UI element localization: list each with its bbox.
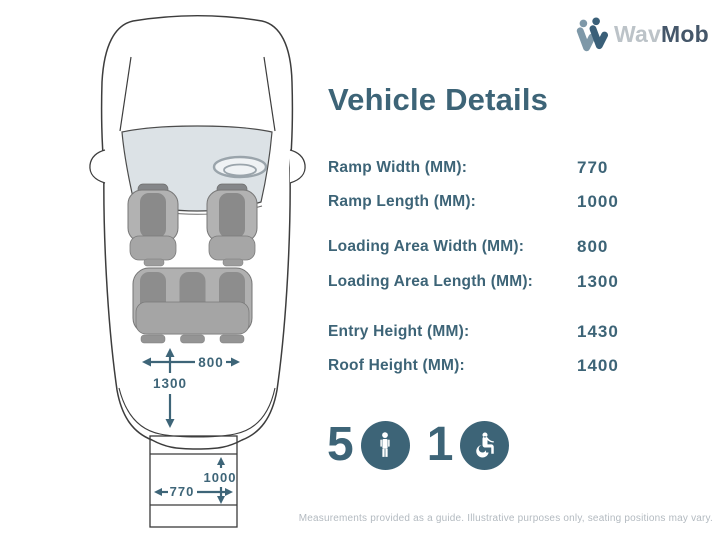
measurement-value: 800 (577, 237, 609, 256)
person-icon (370, 430, 400, 460)
measurement-value: 1300 (577, 272, 619, 291)
measurement-label: Loading Area Width (MM): (328, 238, 525, 255)
seat-count: 5 (327, 418, 354, 471)
loading-length-label: 1300 (152, 376, 188, 391)
loading-width-arrow (142, 358, 240, 367)
wheelchair-icon (470, 430, 500, 460)
measurement-row (328, 270, 630, 294)
measurement-label: Entry Height (MM): (328, 323, 470, 340)
left-mirror (90, 150, 105, 183)
disclaimer-text: Measurements provided as a guide. Illustrative purposes only, seating positions may vary. (298, 513, 713, 524)
measurement-label: Roof Height (MM): (328, 357, 465, 374)
logo-wav: Wav (614, 20, 662, 47)
measurement-row (328, 190, 630, 214)
measurement-value: 770 (577, 158, 609, 177)
car-top-view-diagram (0, 0, 320, 539)
right-mirror (290, 150, 305, 183)
page-title: Vehicle Details (328, 82, 549, 117)
ramp-width-label: 770 (169, 484, 195, 499)
a-pillar-left (120, 57, 131, 131)
logo-mob: Mob (661, 20, 709, 47)
ramp-length-label: 1000 (203, 470, 237, 485)
passenger-badge (361, 421, 410, 470)
measurement-row (328, 354, 630, 378)
measurement-label: Loading Area Length (MM): (328, 273, 534, 290)
rear-bench-seat (133, 268, 252, 343)
rear-bumper-line (119, 388, 275, 437)
loading-width-label: 800 (198, 355, 224, 370)
a-pillar-right (264, 57, 275, 131)
measurement-label: Ramp Width (MM): (328, 159, 468, 176)
measurement-row (328, 235, 630, 259)
steering-wheel-icon (214, 157, 266, 177)
measurement-row (328, 320, 630, 344)
measurement-row (328, 156, 630, 180)
measurement-value: 1400 (577, 356, 619, 375)
wheelchair-count: 1 (426, 418, 454, 471)
measurement-value: 1000 (577, 192, 619, 211)
capacity-row (327, 418, 509, 472)
wheelchair-badge (460, 421, 509, 470)
measurement-label: Ramp Length (MM): (328, 193, 477, 210)
front-seat-left (128, 184, 178, 266)
front-seat-right (207, 184, 257, 266)
measurement-value: 1430 (577, 322, 619, 341)
measurements-list (328, 0, 630, 400)
